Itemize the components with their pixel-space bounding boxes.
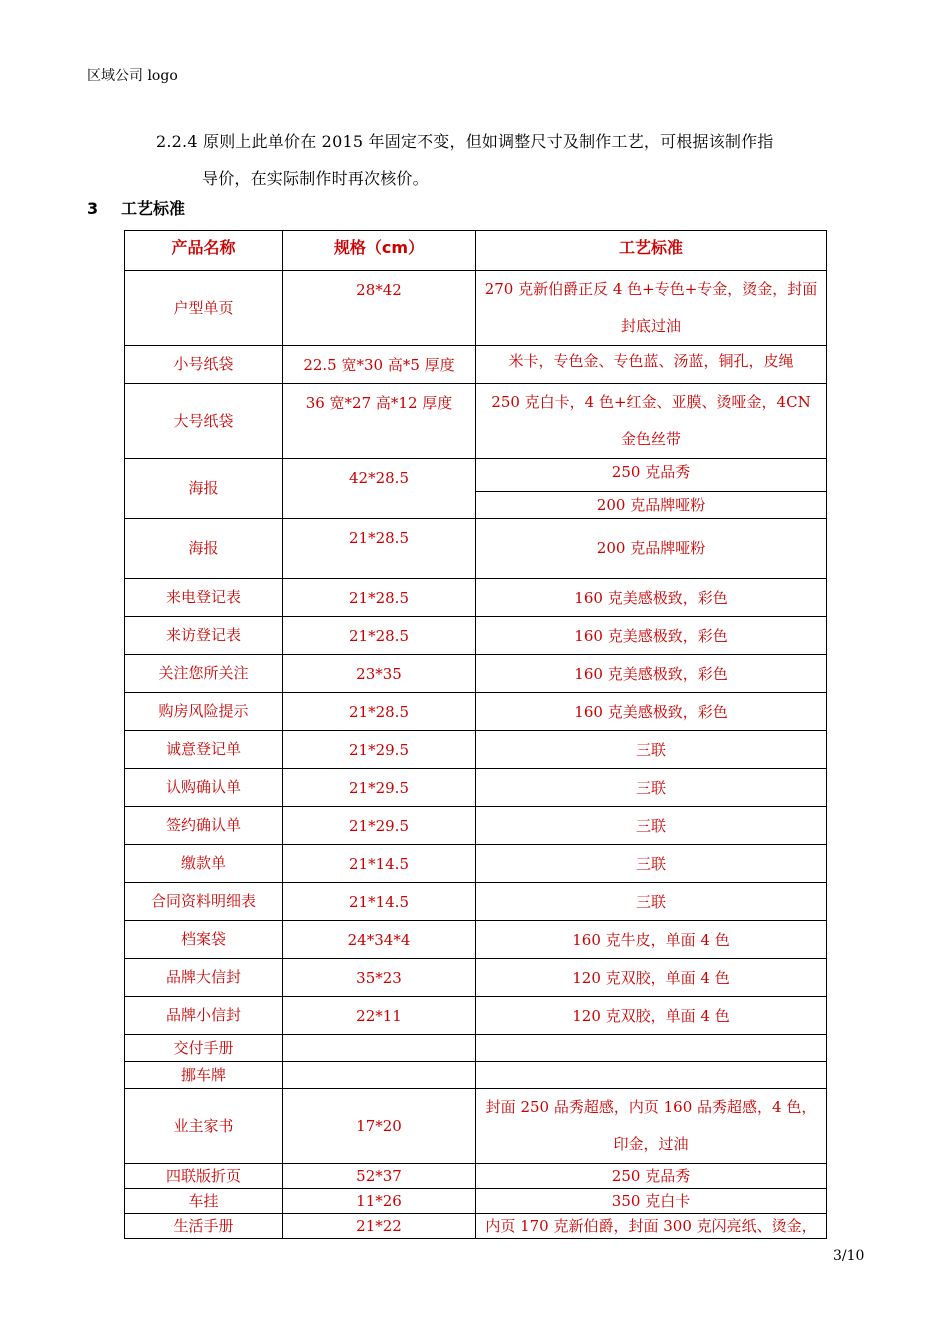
table-row (125, 1164, 827, 1189)
paragraph-line-1: 2.2.4 原则上此单价在 2015 年固定不变，但如调整尺寸及制作工艺，可根据该制作指 (156, 132, 774, 151)
craft-cell: 200 克品牌哑粉 (476, 492, 827, 519)
product-name-cell: 业主家书 (125, 1089, 283, 1164)
craft-cell: 120 克双胶，单面 4 色 (476, 959, 827, 997)
spec-cell: 21*28.5 (283, 519, 476, 579)
table-row (125, 845, 827, 883)
spec-cell: 28*42 (283, 271, 476, 346)
section-number: 3 (87, 199, 99, 218)
product-name-cell: 购房风险提示 (125, 693, 283, 731)
product-name-cell: 户型单页 (125, 271, 283, 346)
table-row (125, 655, 827, 693)
craft-cell: 160 克美感极致，彩色 (476, 655, 827, 693)
product-name-cell: 挪车牌 (125, 1062, 283, 1089)
spec-cell: 21*14.5 (283, 845, 476, 883)
spec-cell: 42*28.5 (283, 459, 476, 519)
spec-cell: 23*35 (283, 655, 476, 693)
page-number: 3/10 (833, 1248, 865, 1264)
table-row (125, 1214, 827, 1239)
product-name-cell: 品牌大信封 (125, 959, 283, 997)
spec-cell: 22*11 (283, 997, 476, 1035)
table-row (125, 769, 827, 807)
header-logo-text: 区域公司 logo (87, 68, 178, 84)
table-row (125, 617, 827, 655)
table-row (125, 1089, 827, 1164)
table-row (125, 519, 827, 579)
table-row (125, 579, 827, 617)
spec-cell: 21*28.5 (283, 617, 476, 655)
spec-cell (283, 1062, 476, 1089)
table-row (125, 459, 827, 492)
product-name-cell: 车挂 (125, 1189, 283, 1214)
craft-cell: 250 克品秀 (476, 1164, 827, 1189)
spec-cell: 21*22 (283, 1214, 476, 1239)
craft-standard-table (124, 230, 827, 1239)
craft-cell: 200 克品牌哑粉 (476, 519, 827, 579)
spec-cell: 21*29.5 (283, 769, 476, 807)
spec-cell: 17*20 (283, 1089, 476, 1164)
craft-cell (476, 1035, 827, 1062)
product-name-cell: 认购确认单 (125, 769, 283, 807)
craft-cell: 120 克双胶，单面 4 色 (476, 997, 827, 1035)
table-row (125, 731, 827, 769)
product-name-cell: 海报 (125, 519, 283, 579)
craft-cell: 270 克新伯爵正反 4 色+专色+专金，烫金，封面封底过油 (476, 271, 827, 346)
table-row (125, 959, 827, 997)
clause-paragraph (156, 123, 866, 197)
product-name-cell: 合同资料明细表 (125, 883, 283, 921)
header-spec: 规格（cm） (283, 231, 476, 271)
craft-cell: 米卡，专色金、专色蓝、汤蓝，铜孔，皮绳 (476, 346, 827, 384)
spec-cell: 21*28.5 (283, 579, 476, 617)
spec-cell: 24*34*4 (283, 921, 476, 959)
craft-cell (476, 1062, 827, 1089)
product-name-cell: 四联版折页 (125, 1164, 283, 1189)
craft-cell: 160 克美感极致，彩色 (476, 617, 827, 655)
craft-cell: 250 克白卡，4 色+红金、亚膜、烫哑金，4CN 金色丝带 (476, 384, 827, 459)
product-name-cell: 签约确认单 (125, 807, 283, 845)
table-row (125, 384, 827, 459)
product-name-cell: 来电登记表 (125, 579, 283, 617)
craft-cell: 内页 170 克新伯爵，封面 300 克闪亮纸、烫金， (476, 1214, 827, 1239)
product-name-cell: 生活手册 (125, 1214, 283, 1239)
section-title: 工艺标准 (121, 199, 186, 218)
product-name-cell: 海报 (125, 459, 283, 519)
craft-cell: 350 克白卡 (476, 1189, 827, 1214)
table-row (125, 346, 827, 384)
craft-cell: 三联 (476, 807, 827, 845)
spec-cell (283, 1035, 476, 1062)
spec-cell: 21*29.5 (283, 807, 476, 845)
spec-cell: 21*28.5 (283, 693, 476, 731)
header-product-name: 产品名称 (125, 231, 283, 271)
craft-cell: 160 克牛皮，单面 4 色 (476, 921, 827, 959)
table-row (125, 1189, 827, 1214)
product-name-cell: 缴款单 (125, 845, 283, 883)
product-name-cell: 交付手册 (125, 1035, 283, 1062)
craft-cell: 三联 (476, 731, 827, 769)
product-name-cell: 小号纸袋 (125, 346, 283, 384)
paragraph-line-2: 导价，在实际制作时再次核价。 (202, 169, 429, 188)
table-header-row (125, 231, 827, 271)
table-row (125, 883, 827, 921)
spec-cell: 21*29.5 (283, 731, 476, 769)
craft-cell: 三联 (476, 845, 827, 883)
craft-cell: 封面 250 品秀超感，内页 160 品秀超感，4 色，印金，过油 (476, 1089, 827, 1164)
spec-cell: 21*14.5 (283, 883, 476, 921)
table-row (125, 921, 827, 959)
product-name-cell: 诚意登记单 (125, 731, 283, 769)
spec-cell: 11*26 (283, 1189, 476, 1214)
craft-cell: 三联 (476, 769, 827, 807)
craft-cell: 160 克美感极致，彩色 (476, 693, 827, 731)
table-row (125, 997, 827, 1035)
table-row (125, 1062, 827, 1089)
table-row (125, 693, 827, 731)
table-row (125, 1035, 827, 1062)
spec-cell: 35*23 (283, 959, 476, 997)
product-name-cell: 品牌小信封 (125, 997, 283, 1035)
product-name-cell: 关注您所关注 (125, 655, 283, 693)
product-name-cell: 档案袋 (125, 921, 283, 959)
craft-cell: 250 克品秀 (476, 459, 827, 492)
product-name-cell: 来访登记表 (125, 617, 283, 655)
header-craft-standard: 工艺标准 (476, 231, 827, 271)
table-row (125, 807, 827, 845)
table-row (125, 271, 827, 346)
craft-cell: 160 克美感极致，彩色 (476, 579, 827, 617)
spec-cell: 22.5 宽*30 高*5 厚度 (283, 346, 476, 384)
product-name-cell: 大号纸袋 (125, 384, 283, 459)
spec-cell: 52*37 (283, 1164, 476, 1189)
craft-cell: 三联 (476, 883, 827, 921)
section-heading (87, 198, 185, 220)
spec-cell: 36 宽*27 高*12 厚度 (283, 384, 476, 459)
